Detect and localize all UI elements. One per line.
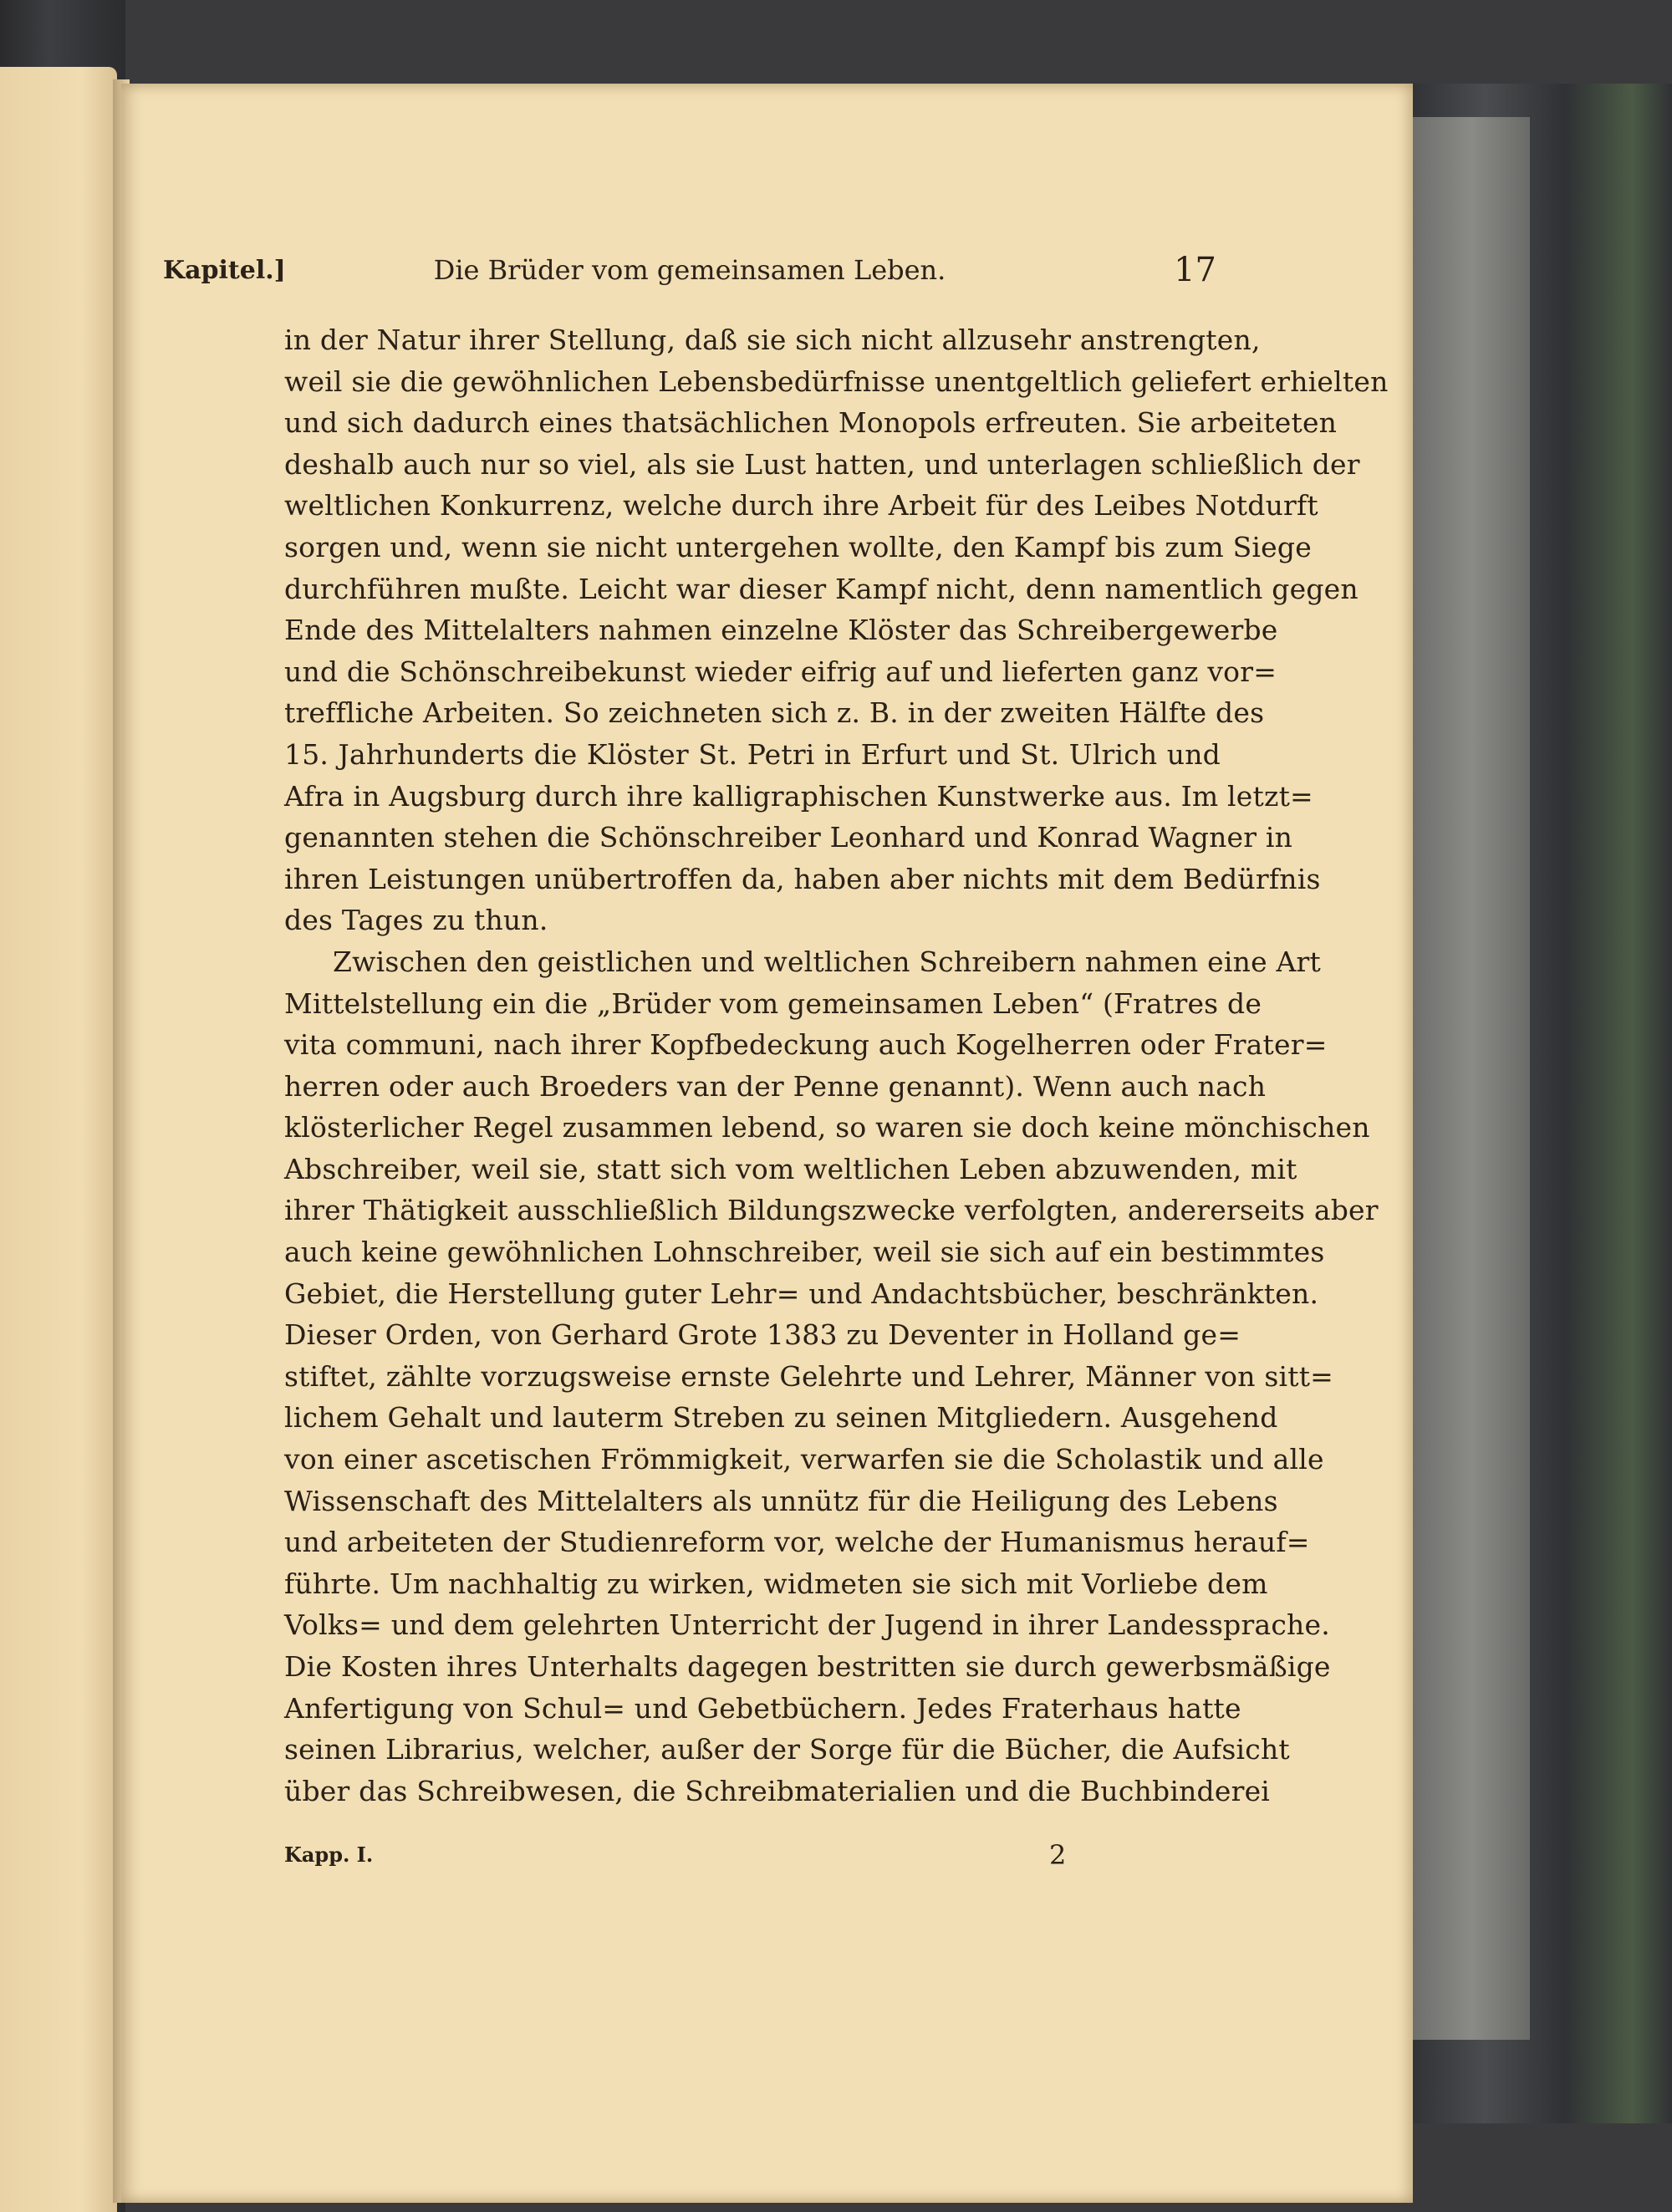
text-line: lichem Gehalt und lauterm Streben zu seinen Mitgliedern. Ausgehend [284,1401,1278,1435]
running-title: Die Brüder vom gemeinsamen Leben. [433,254,946,286]
text-line: genannten stehen die Schönschreiber Leonhard und Konrad Wagner in [284,821,1293,854]
text-line: und die Schönschreibekunst wieder eifrig auf und lieferten ganz vor= [284,655,1277,688]
text-line: Abschreiber, weil sie, statt sich vom weltlichen Leben abzuwenden, mit [284,1152,1297,1185]
text-line: sorgen und, wenn sie nicht untergehen wollte, den Kampf bis zum Siege [284,530,1312,563]
text-line: weil sie die gewöhnlichen Lebensbedürfnisse unentgeltlich geliefert erhielten [284,364,1389,398]
text-line: klösterlicher Regel zusammen lebend, so waren sie doch keine mönchischen [284,1111,1370,1144]
page-footer [284,1839,1221,1881]
left-page-edge [0,67,117,2212]
text-line: des Tages zu thun. [284,904,548,937]
running-head [163,251,1216,301]
text-line: Anfertigung von Schul= und Gebetbüchern. Jedes Fraterhaus hatte [284,1691,1241,1725]
page-number: 17 [1174,251,1216,289]
text-line: führte. Um nachhaltig zu wirken, widmeten sie sich mit Vorliebe dem [284,1567,1268,1600]
text-line: durchführen mußte. Leicht war dieser Kampf nicht, denn namentlich gegen [284,572,1358,605]
text-line: Volks= und dem gelehrten Unterricht der Jugend in ihrer Landessprache. [284,1608,1330,1642]
text-line: in der Natur ihrer Stellung, daß sie sich nicht allzusehr anstrengten, [284,324,1261,356]
right-cover-board [1413,117,1530,2040]
text-line: Ende des Mittelalters nahmen einzelne Klöster das Schreibergewerbe [284,614,1278,647]
text-line: ihren Leistungen unübertroffen da, haben aber nichts mit dem Bedürfnis [284,862,1321,895]
text-line: stiftet, zählte vorzugsweise ernste Gelehrte und Lehrer, Männer von sitt= [284,1359,1334,1393]
text-line: deshalb auch nur so viel, als sie Lust hatten, und unterlagen schließlich der [284,447,1360,481]
text-line: und arbeiteten der Studienreform vor, welche der Humanismus herauf= [284,1526,1310,1559]
text-line: Afra in Augsburg durch ihre kalligraphischen Kunstwerke aus. Im letzt= [284,779,1313,813]
text-line: ihrer Thätigkeit ausschließlich Bildungszwecke verfolgten, andererseits aber [284,1194,1379,1227]
text-line: über das Schreibwesen, die Schreibmaterialien und die Buchbinderei [284,1774,1271,1807]
paragraph-1 [284,319,1389,941]
paragraph-2 [284,941,1379,1812]
text-line: vita communi, nach ihrer Kopfbedeckung auch Kogelherren oder Frater= [284,1028,1328,1062]
text-line: von einer ascetischen Frömmigkeit, verwarfen sie die Scholastik und alle [284,1443,1324,1476]
sheet-number: 2 [1049,1839,1067,1871]
text-line: Zwischen den geistlichen und weltlichen Schreibern nahmen eine Art [333,945,1321,978]
text-line: Dieser Orden, von Gerhard Grote 1383 zu Deventer in Holland ge= [284,1318,1241,1352]
text-line: weltlichen Konkurrenz, welche durch ihre Arbeit für des Leibes Notdurft [284,489,1318,522]
chapter-label: Kapitel.] [163,256,286,285]
text-line: seinen Librarius, welcher, außer der Sorge für die Bücher, die Aufsicht [284,1733,1290,1766]
body-text [284,319,1389,1812]
text-line: und sich dadurch eines thatsächlichen Monopols erfreuten. Sie arbeiteten [284,406,1338,440]
text-line: herren oder auch Broeders van der Penne genannt). Wenn auch nach [284,1069,1267,1103]
text-line: Mittelstellung ein die „Brüder vom gemeinsamen Leben“ (Fratres de [284,986,1262,1020]
text-line: auch keine gewöhnlichen Lohnschreiber, weil sie sich auf ein bestimmtes [284,1236,1325,1269]
signature-mark: Kapp. I. [284,1842,374,1867]
text-line: Gebiet, die Herstellung guter Lehr= und Andachtsbücher, beschränkten. [284,1277,1319,1310]
text-line: Wissenschaft des Mittelalters als unnütz für die Heiligung des Lebens [284,1484,1278,1517]
text-line: Die Kosten ihres Unterhalts dagegen bestritten sie durch gewerbsmäßige [284,1650,1331,1683]
text-line: 15. Jahrhunderts die Klöster St. Petri in Erfurt und St. Ulrich und [284,737,1221,771]
text-line: treffliche Arbeiten. So zeichneten sich z. B. in der zweiten Hälfte des [284,696,1265,730]
